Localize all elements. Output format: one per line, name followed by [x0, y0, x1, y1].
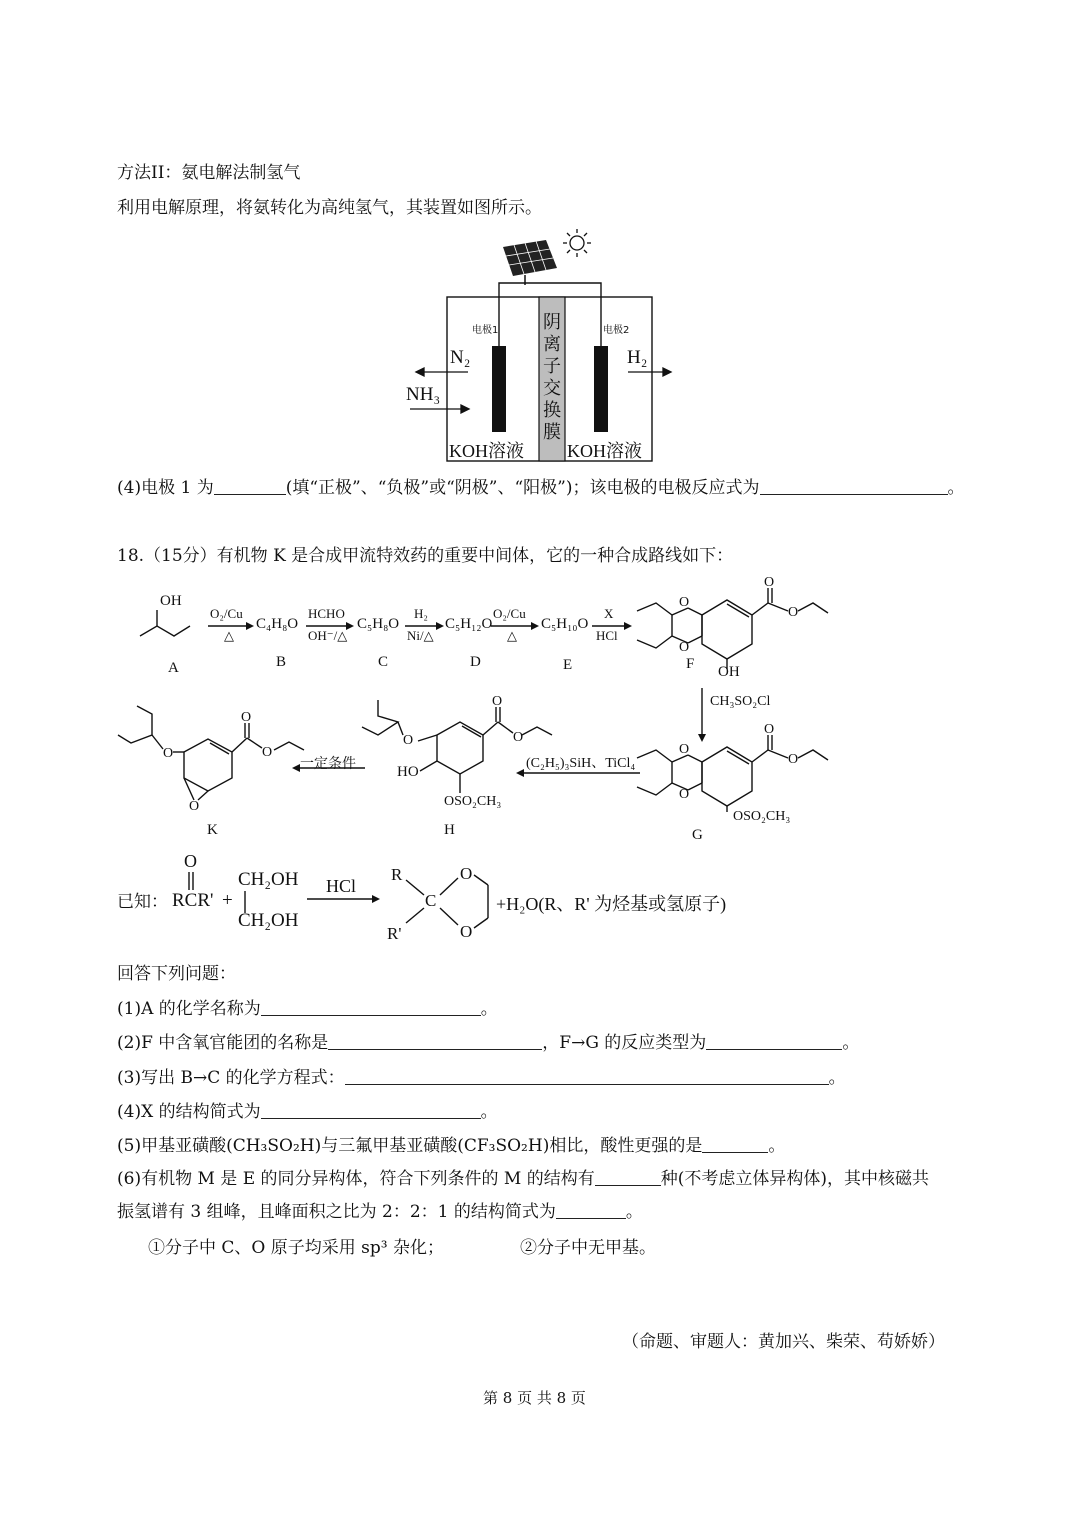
- condition-1: ①分子中 C、O 原子均采用 sp³ 杂化；: [148, 1238, 444, 1258]
- step5-reagent: X: [604, 606, 614, 621]
- answer-blank[interactable]: [702, 1136, 768, 1153]
- question-6-line1: [117, 1168, 929, 1190]
- step3-reagent: H₂: [414, 606, 428, 621]
- question-4: [117, 1101, 498, 1123]
- questions-intro: 回答下列问题：: [117, 964, 236, 984]
- step3-condition: Ni/△: [407, 628, 434, 643]
- known-prefix: 已知：: [117, 892, 168, 912]
- o-atom: O: [679, 787, 690, 802]
- q4-suffix: 。: [947, 478, 965, 498]
- step5-condition: HCl: [596, 628, 618, 643]
- method-title: 方法II：氨电解法制氢气: [117, 163, 301, 183]
- koh-left-label: KOH溶液: [449, 441, 524, 461]
- label-b: B: [276, 654, 287, 670]
- q18-header: 18.（15分）有机物 K 是合成甲流特效药的重要中间体，它的一种合成路线如下：: [117, 546, 734, 566]
- step4-condition: △: [507, 628, 517, 643]
- electrode-2: [594, 346, 608, 432]
- f-oh: OH: [718, 664, 740, 680]
- membrane-char: 阴: [543, 312, 561, 333]
- membrane-char: 换: [543, 400, 561, 421]
- o-atom: O: [262, 745, 273, 760]
- step-gh-reagent: (C₂H₅)₃SiH、TiCl₄: [526, 756, 636, 771]
- answer-blank[interactable]: [345, 1068, 829, 1085]
- label-d: D: [470, 654, 481, 670]
- h-ho: HO: [397, 764, 419, 780]
- method-intro: 利用电解原理，将氨转化为高纯氢气，其装置如图所示。: [117, 198, 542, 218]
- q6-end: 。: [625, 1202, 643, 1222]
- step2-reagent: HCHO: [308, 606, 345, 621]
- synthesis-route: [0, 570, 1080, 870]
- o-atom: O: [679, 742, 690, 757]
- n2-label: N₂: [450, 347, 471, 368]
- question-2: [117, 1032, 859, 1054]
- known-reagent: HCl: [326, 876, 357, 896]
- q2-end: 。: [842, 1033, 860, 1053]
- question-5: [117, 1135, 785, 1157]
- o-atom: O: [764, 575, 775, 590]
- answer-blank[interactable]: [760, 478, 948, 495]
- koh-right-label: KOH溶液: [567, 441, 642, 461]
- question-1: [117, 998, 498, 1020]
- q4-electrode: [117, 477, 965, 499]
- a-oh: OH: [160, 593, 182, 609]
- answer-blank[interactable]: [556, 1202, 626, 1219]
- q1-text: (1)A 的化学名称为: [117, 999, 261, 1019]
- q5-end: 。: [768, 1136, 786, 1156]
- answer-blank[interactable]: [261, 999, 481, 1016]
- o-atom: O: [788, 605, 799, 620]
- membrane-label: [541, 312, 563, 444]
- solar-panel-icon: [503, 240, 557, 285]
- b-formula: C₄H₈O: [256, 616, 299, 632]
- e-formula: C₅H₁₀O: [541, 616, 589, 632]
- q2-text: (2)F 中含氧官能团的名称是: [117, 1033, 329, 1053]
- q5-text: (5)甲基亚磺酸(CH₃SO₂H)与三氟甲基亚磺酸(CF₃SO₂H)相比，酸性更强的是: [117, 1136, 703, 1156]
- membrane-char: 膜: [543, 422, 561, 443]
- q4-prefix: (4)电极 1 为: [117, 478, 214, 498]
- electrode2-label: 电极2: [603, 325, 630, 336]
- o-atom: O: [241, 710, 252, 725]
- o-atom: O: [679, 595, 690, 610]
- known-o-top: O: [460, 864, 473, 883]
- authors: （命题、审题人：黄加兴、柴荣、苟娇娇）: [622, 1332, 945, 1352]
- answer-blank[interactable]: [214, 478, 286, 495]
- c-formula: C₅H₈O: [357, 616, 400, 632]
- h2-label: H₂: [627, 347, 648, 368]
- step-hk-condition: 一定条件: [300, 756, 356, 772]
- known-carbonyl-o: O: [184, 851, 197, 871]
- page-footer: 第 8 页 共 8 页: [483, 1389, 586, 1407]
- electrode1-label: 电极1: [472, 325, 499, 336]
- q4-end: 。: [480, 1102, 498, 1122]
- q6-mid: 种(不考虑立体异构体)，其中核磁共: [660, 1169, 929, 1189]
- answer-blank[interactable]: [706, 1033, 842, 1050]
- h-oso2ch3: OSO₂CH₃: [444, 794, 502, 809]
- electrode-1: [492, 346, 506, 432]
- label-k: K: [207, 822, 218, 838]
- label-c: C: [378, 654, 389, 670]
- known-ch2oh-bottom: CH₂OH: [238, 910, 299, 931]
- q3-text: (3)写出 B→C 的化学方程式：: [117, 1068, 345, 1088]
- o-atom: O: [189, 799, 200, 814]
- d-formula: C₅H₁₂O: [445, 616, 493, 632]
- known-plus: +: [222, 890, 233, 911]
- membrane-char: 交: [543, 378, 561, 399]
- q6-text: (6)有机物 M 是 E 的同分异构体，符合下列条件的 M 的结构有: [117, 1169, 595, 1189]
- o-atom: O: [163, 746, 174, 761]
- sun-icon: [563, 229, 591, 257]
- o-atom: O: [492, 694, 503, 709]
- q4-middle: (填“正极”、“负极”或“阴极”、“阳极”)；该电极的电极反应式为: [285, 478, 760, 498]
- step-fg-reagent: CH₃SO₂Cl: [710, 694, 771, 709]
- known-ch2oh-top: CH₂OH: [238, 869, 299, 890]
- known-o-bottom: O: [460, 922, 473, 941]
- known-r-prime: R': [387, 924, 402, 943]
- o-atom: O: [513, 730, 524, 745]
- label-a: A: [168, 660, 179, 676]
- step1-condition: △: [224, 628, 234, 643]
- membrane-char: 子: [543, 356, 561, 377]
- label-g: G: [692, 827, 703, 843]
- o-atom: O: [788, 752, 799, 767]
- known-product-text: +H₂O(R、R' 为烃基或氢原子): [496, 894, 727, 914]
- answer-blank[interactable]: [595, 1169, 661, 1186]
- known-r: R: [391, 865, 403, 884]
- o-atom: O: [764, 722, 775, 737]
- known-c: C: [425, 891, 437, 910]
- step1-reagent: O₂/Cu: [210, 606, 243, 621]
- q4-text: (4)X 的结构简式为: [117, 1102, 261, 1122]
- question-3: [117, 1067, 846, 1089]
- membrane-char: 离: [543, 334, 561, 355]
- question-6-line2: [117, 1201, 643, 1223]
- g-oso2ch3: OSO₂CH₃: [733, 809, 791, 824]
- label-f: F: [686, 656, 695, 672]
- q3-end: 。: [828, 1068, 846, 1088]
- answer-blank[interactable]: [261, 1102, 481, 1119]
- step2-condition: OH⁻/△: [308, 628, 348, 643]
- label-h: H: [444, 822, 455, 838]
- o-atom: O: [403, 733, 414, 748]
- o-atom: O: [679, 640, 690, 655]
- step4-reagent: O₂/Cu: [493, 606, 526, 621]
- q2-mid: ，F→G 的反应类型为: [542, 1033, 707, 1053]
- label-e: E: [563, 657, 573, 673]
- q1-end: 。: [480, 999, 498, 1019]
- known-reactant1: RCR': [172, 890, 214, 911]
- nh3-label: NH₃: [406, 384, 441, 405]
- condition-2: ②分子中无甲基。: [520, 1238, 656, 1258]
- q6-text2: 振氢谱有 3 组峰，且峰面积之比为 2：2：1 的结构简式为: [117, 1202, 556, 1222]
- answer-blank[interactable]: [328, 1033, 542, 1050]
